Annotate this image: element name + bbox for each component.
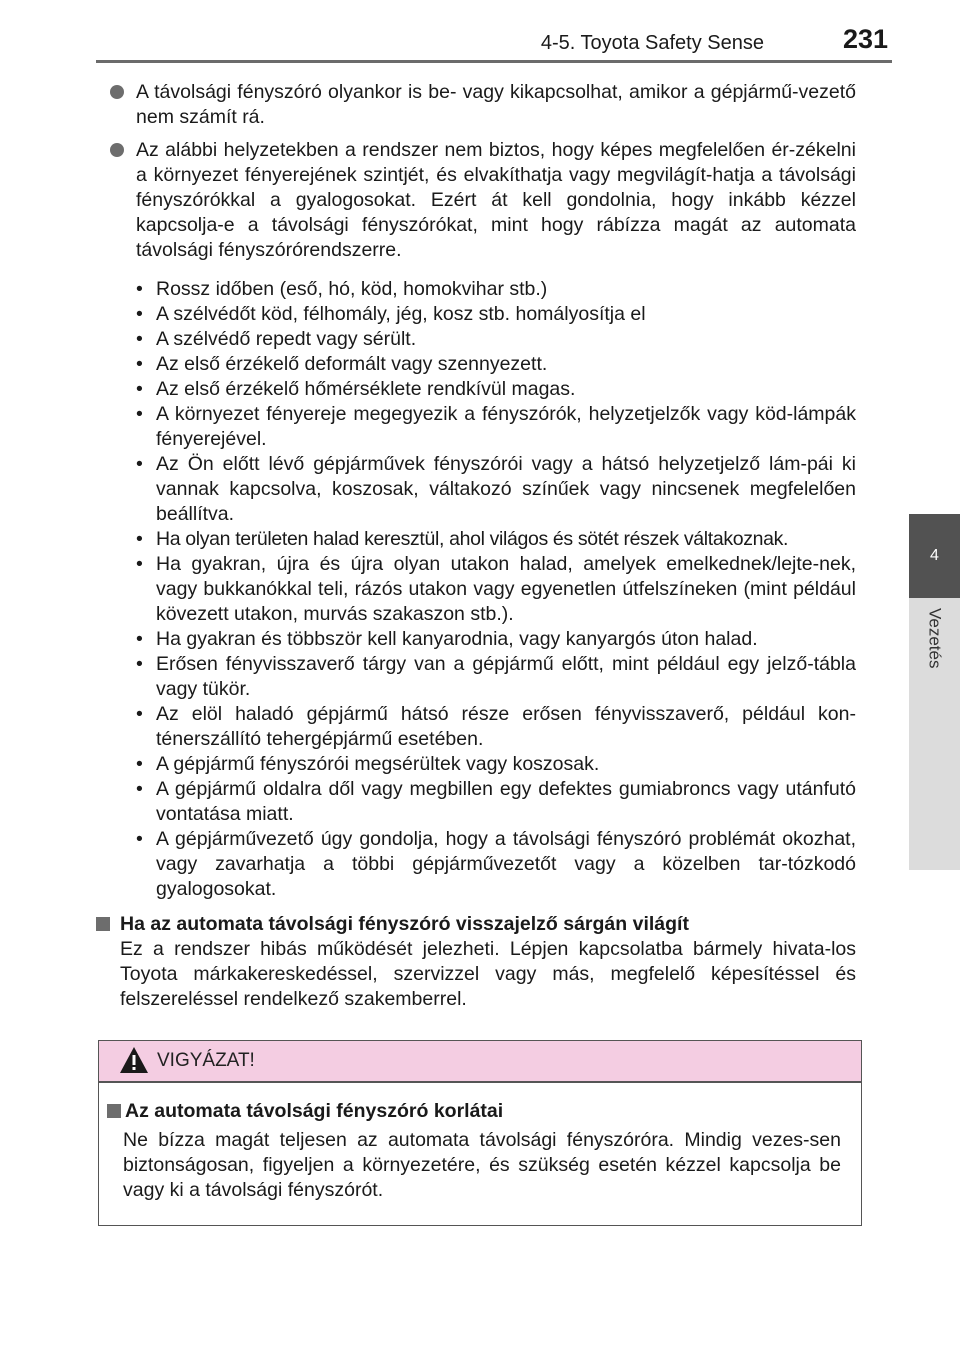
section-text: Ez a rendszer hibás működését jelezheti. Lépjen kapcsolatba bármely hivata-los Toyota márkakereskedéssel, szervizzel vagy más, megfelelő képesítéssel és felszereléssel rendelkező szakemberrel. bbox=[120, 938, 856, 1010]
circle-bullet-icon bbox=[110, 85, 124, 99]
list-item: • Az első érzékelő hőmérséklete rendkívül magas. bbox=[136, 377, 856, 402]
square-bullet-icon bbox=[107, 1104, 121, 1118]
list-item: • A szélvédőt köd, félhomály, jég, kosz stb. homályosítja el bbox=[136, 302, 856, 327]
condition-list bbox=[104, 277, 856, 902]
chapter-tab bbox=[909, 514, 960, 598]
warning-triangle-icon bbox=[119, 1046, 149, 1074]
warning-heading-text: Az automata távolsági fényszóró korlátai bbox=[125, 1100, 504, 1122]
section-heading-text: Ha az automata távolsági fényszóró visszajelző sárgán világít bbox=[120, 913, 689, 935]
section-heading bbox=[104, 912, 856, 937]
warning-box bbox=[98, 1040, 862, 1226]
list-item: • Ha gyakran és többször kell kanyarodnia, vagy kanyargós úton halad. bbox=[136, 627, 856, 652]
list-item: • A környezet fényereje megegyezik a fényszórók, helyzetjelzők vagy köd-lámpák fényerejével. bbox=[136, 402, 856, 452]
page-number: 231 bbox=[842, 24, 888, 54]
page-header bbox=[96, 20, 892, 60]
warning-header bbox=[99, 1041, 861, 1083]
list-item: • Az elöl haladó gépjármű hátsó része erősen fényvisszaverő, például kon-ténerszállító tehergépjármű esetében. bbox=[136, 702, 856, 752]
list-item: • Rossz időben (eső, hó, köd, homokvihar stb.) bbox=[136, 277, 856, 302]
warning-heading bbox=[107, 1099, 841, 1124]
note-text: Az alábbi helyzetekben a rendszer nem biztos, hogy képes megfelelően ér-zékelni a környezet fényerejének szintjét, és elvakíthatja vagy megvilágít-hatja a távolsági fényszórókkal a gyalogosokat. Ezért át kell gondolnia, hogy inkább kézzel kapcsolja-e a távolsági fényszórókat, mint hogy rábízza magát az automata távolsági fényszórórendszerre. bbox=[136, 139, 856, 261]
list-item: • A gépjármű fényszórói megsérültek vagy koszosak. bbox=[136, 752, 856, 777]
main-content bbox=[104, 80, 856, 1012]
list-item: • Ha gyakran, újra és újra olyan utakon halad, amelyek emelkednek/lejte-nek, vagy bukkanókkal teli, rázós utakon vagy egyenetlen útfelszíneken (mint például kövezett utakon, murvás szakaszon stb.). bbox=[136, 552, 856, 627]
square-bullet-icon bbox=[96, 917, 110, 931]
note-paragraph bbox=[104, 80, 856, 130]
list-item: • A gépjármű oldalra dől vagy megbillen egy defektes gumiabroncs vagy utánfutó vontatása miatt. bbox=[136, 777, 856, 827]
list-item: • Az első érzékelő deformált vagy szennyezett. bbox=[136, 352, 856, 377]
header-rule bbox=[96, 60, 892, 63]
circle-bullet-icon bbox=[110, 143, 124, 157]
warning-title: VIGYÁZAT! bbox=[157, 1050, 255, 1071]
list-item: • Az Ön előtt lévő gépjárművek fényszórói vagy a hátsó helyzetjelző lám-pái ki vannak kapcsolva, koszosak, váltakozó színűek vagy nincsenek megfelelően beállítva. bbox=[136, 452, 856, 527]
list-item: • A gépjárművezető úgy gondolja, hogy a távolsági fényszóró problémát okozhat, vagy zavarhatja a többi gépjárművezetőt vagy a közelben tar-tózkodó gyalogosokat. bbox=[136, 827, 856, 902]
note-paragraph bbox=[104, 138, 856, 263]
warning-body bbox=[99, 1083, 861, 1203]
section-title: 4-5. Toyota Safety Sense bbox=[540, 32, 764, 54]
list-item: • Erősen fényvisszaverő tárgy van a gépjármű előtt, mint például egy jelző-tábla vagy tükör. bbox=[136, 652, 856, 702]
note-text: A távolsági fényszóró olyankor is be- vagy kikapcsolhat, amikor a gépjármű-vezető nem számít rá. bbox=[136, 81, 856, 128]
chapter-number: 4 bbox=[930, 547, 939, 564]
list-item: • Ha olyan területen halad keresztül, ahol világos és sötét részek váltakoznak. bbox=[136, 527, 856, 552]
chapter-label: Vezetés bbox=[925, 608, 945, 669]
list-item: • A szélvédő repedt vagy sérült. bbox=[136, 327, 856, 352]
warning-text: Ne bízza magát teljesen az automata távolsági fényszóróra. Mindig vezes-sen biztonságosan, figyeljen a környezetére, és szükség esetén kézzel kapcsolja be vagy ki a távolsági fényszórót. bbox=[123, 1129, 841, 1201]
